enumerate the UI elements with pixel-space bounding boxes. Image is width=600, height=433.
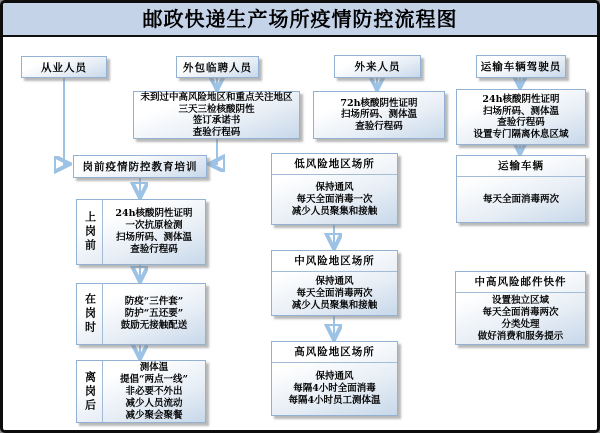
- transport-vehicle-measures: [457, 177, 585, 222]
- text-line: 设置专门隔离休息区域: [473, 128, 569, 140]
- stage-label-after-duty: 离岗后: [77, 361, 103, 422]
- stage-label-before-duty: 上岗前: [77, 200, 103, 264]
- text-line: 查验行程码: [192, 126, 241, 138]
- low-risk-site-title: 低风险地区场所: [272, 154, 397, 175]
- arrow-employee-to-training: [64, 78, 67, 164]
- text-line: 设置独立区域: [491, 294, 549, 306]
- text-line: 每天全面消毒两次: [482, 193, 559, 205]
- text-line: 减少人员流动: [125, 397, 183, 409]
- text-line: 减少人员聚集和接触: [291, 299, 378, 311]
- text-line: 一次抗原检测: [125, 220, 183, 231]
- text-line: 保持通风: [315, 181, 354, 193]
- arrow-outsourced-req-to-training: [212, 139, 217, 164]
- text-line: 防疫“三件套”: [124, 296, 184, 307]
- node-before-duty: [76, 199, 206, 265]
- text-line: 查验行程码: [497, 117, 545, 128]
- text-line: 查验行程码: [130, 244, 178, 255]
- text-line: 24h核酸阴性证明: [482, 94, 560, 105]
- text-line: 分类处理: [501, 318, 540, 330]
- text-line: 查验行程码: [355, 120, 403, 132]
- node-transport-vehicle: [456, 155, 586, 223]
- node-mid-high-risk-mail: [455, 271, 586, 345]
- text-line: 未到过中高风险地区和重点关注地区: [140, 92, 293, 103]
- text-line: 72h核酸阴性证明: [340, 97, 418, 109]
- text-line: 每隔4小时全面消毒: [293, 383, 376, 394]
- text-line: 三天三检核酸阴性: [178, 103, 255, 115]
- low-risk-site-measures: [272, 175, 397, 224]
- text-line: 保持通风: [315, 275, 354, 287]
- text-line: 扫场所码、测体温: [340, 109, 417, 121]
- text-line: 测体温: [139, 361, 169, 373]
- text-line: 鼓励无接触配送: [120, 320, 188, 331]
- text-line: 每天全面消毒两次: [296, 287, 373, 299]
- high-risk-site-title: 高风险地区场所: [272, 342, 397, 363]
- node-high-risk-site: [271, 341, 398, 416]
- text-line: 提倡“两点一线”: [120, 373, 188, 385]
- text-line: 防护“五还要”: [124, 308, 184, 319]
- text-line: 每天全面消毒两次: [482, 306, 559, 318]
- stage-content-after-duty: [103, 361, 205, 422]
- high-risk-site-measures: [272, 363, 397, 415]
- node-external-personnel: 外来人员: [334, 55, 421, 78]
- text-line: 每隔4小时员工测体温: [288, 395, 381, 406]
- text-line: 每天全面消毒一次: [296, 193, 373, 205]
- text-line: 24h核酸阴性证明: [115, 208, 193, 219]
- node-employee: 从业人员: [21, 56, 107, 78]
- text-line: 减少聚会聚餐: [125, 409, 183, 421]
- mid-high-risk-mail-title: 中高风险邮件快件: [456, 272, 585, 293]
- transport-vehicle-title: 运输车辆: [457, 156, 585, 177]
- node-pre-job-training: 岗前疫情防控教育培训: [73, 155, 207, 178]
- node-vehicle-driver: 运输车辆驾驶员: [476, 55, 566, 78]
- node-during-duty: [76, 283, 206, 345]
- medium-risk-site-title: 中风险地区场所: [272, 251, 397, 272]
- text-line: 保持通风: [315, 371, 354, 382]
- medium-risk-site-measures: [272, 272, 397, 315]
- node-outsourced-temp-staff: 外包临聘人员: [176, 56, 259, 78]
- node-external-requirements: [313, 91, 445, 139]
- node-outsourced-requirements: [133, 91, 300, 139]
- page-title: 邮政快递生产场所疫情防控流程图: [3, 3, 597, 37]
- text-line: 做好消费和服务提示: [477, 330, 564, 342]
- text-line: 减少人员聚集和接触: [291, 205, 378, 217]
- node-medium-risk-site: [271, 250, 398, 316]
- text-line: 扫场所码、测体温: [115, 232, 192, 243]
- mid-high-risk-mail-measures: [456, 293, 585, 344]
- node-driver-requirements: [456, 89, 586, 145]
- text-line: 扫场所码、测体温: [482, 105, 559, 117]
- node-low-risk-site: [271, 153, 398, 225]
- node-after-duty: [76, 360, 206, 423]
- text-line: 签订承诺书: [192, 115, 241, 126]
- stage-content-during-duty: [103, 284, 205, 344]
- stage-content-before-duty: [103, 200, 205, 264]
- stage-label-during-duty: 在岗时: [77, 284, 103, 344]
- text-line: 非必要不外出: [125, 385, 183, 397]
